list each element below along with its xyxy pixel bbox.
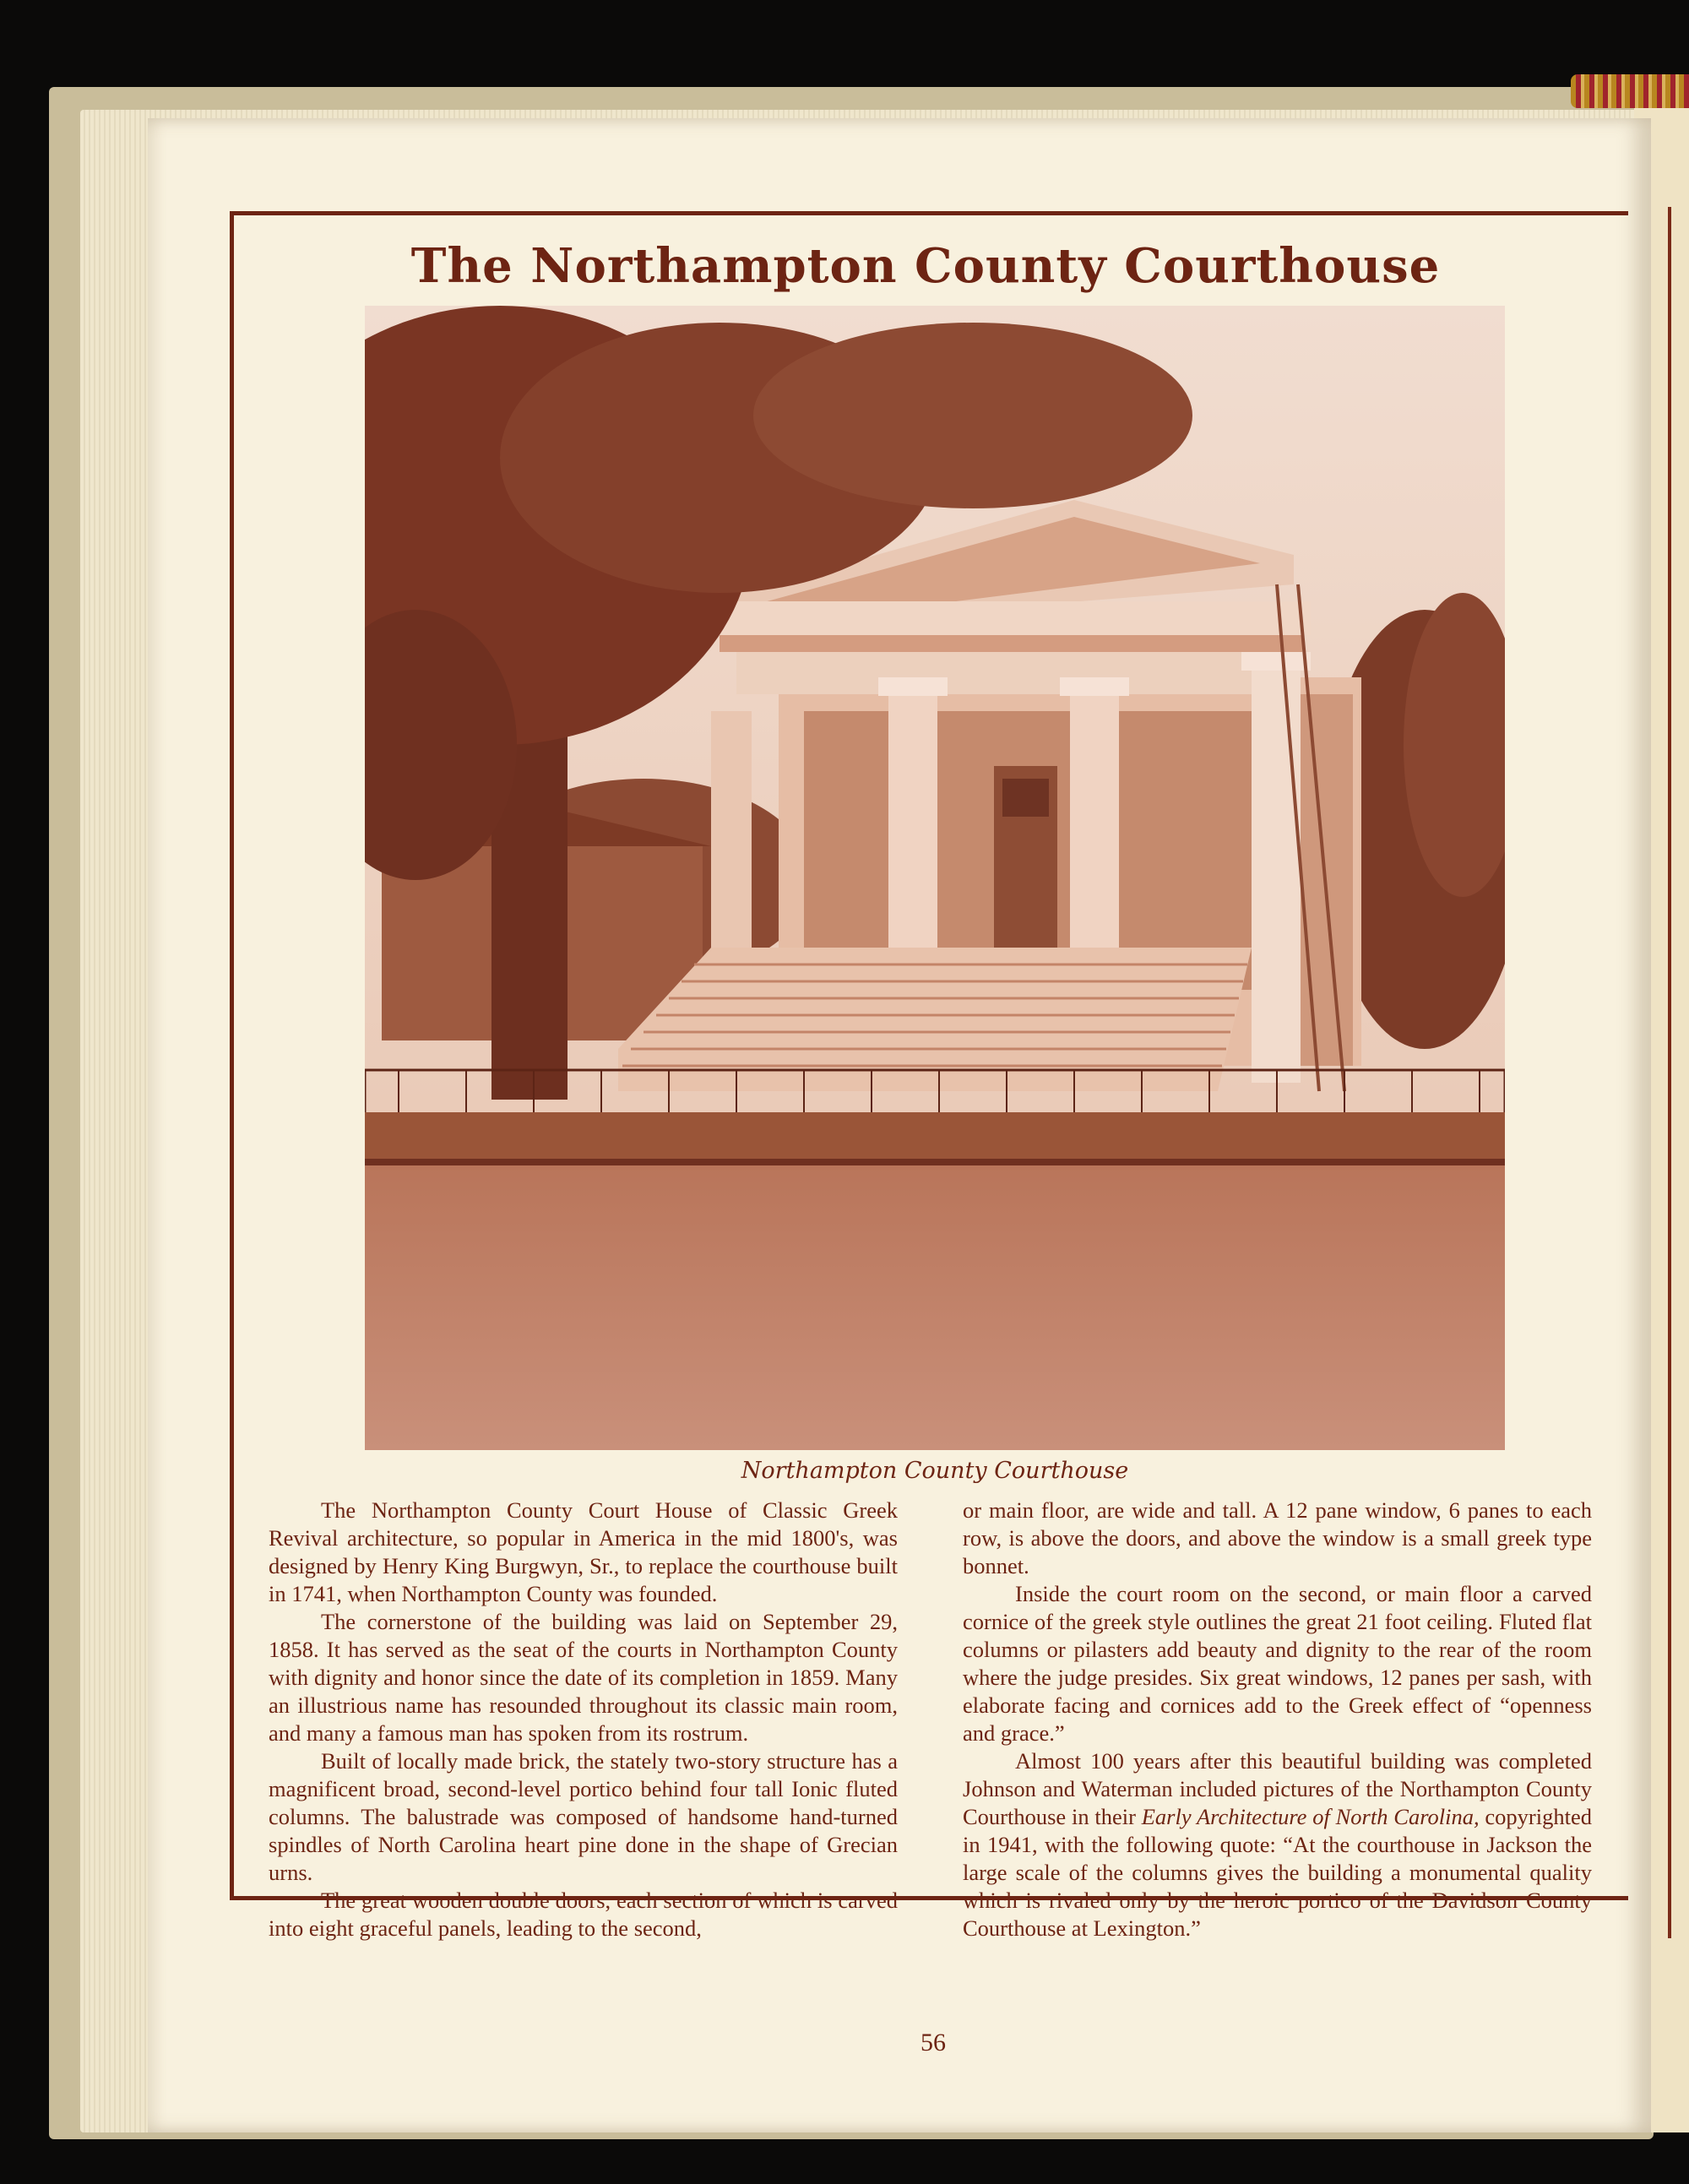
paragraph: The Northampton County Court House of Classic Greek Revival architecture, so popular in America in the mid 1800's, was designed by Henry King Burgwyn, Sr., to replace the courthouse built in 1741, when Northampton County was founded.	[269, 1497, 898, 1606]
paragraph: Built of locally made brick, the stately two-story structure has a magnificent broad, second-level portico behind four tall Ionic fluted columns. The balustrade was composed of handsome hand-turned spindles of North Carolina heart pine done in the shape of Grecian urns.	[269, 1748, 898, 1885]
paragraph: Inside the court room on the second, or main floor a carved cornice of the greek style outlines the great 21 foot ceiling. Fluted flat columns or pilasters add beauty and dignity to the rear of the room where the judge presides. Six great windows, 12 panes per sash, with elaborate facing and cornices add to the Greek effect of “openness and grace.”	[963, 1581, 1592, 1746]
text-column-left	[269, 1497, 898, 1942]
paragraph	[963, 1747, 1592, 1942]
page-border-frame-right	[1621, 211, 1628, 1900]
photo-caption: Northampton County Courthouse	[741, 1458, 1129, 1484]
paragraph: The great wooden double doors, each section of which is carved into eight graceful panels, leading to the second,	[269, 1888, 898, 1941]
book-title: Early Architecture of North Carolina,	[1141, 1804, 1480, 1829]
courthouse-photo	[365, 306, 1505, 1450]
page-title: The Northampton County Courthouse	[410, 238, 1441, 294]
paragraph-text: copyrighted in 1941, with the following quote: “At the courthouse in Jackson the large scale of the columns gives the building a monumental quality which is rivaled only by the heroic portico of the Davidson County Courthouse at Lexington.”	[963, 1804, 1592, 1941]
paragraph: or main floor, are wide and tall. A 12 pane window, 6 panes to each row, is above the doors, and above the window is a small greek type bonnet.	[963, 1497, 1592, 1578]
next-page-border	[1668, 207, 1671, 1938]
text-column-right	[963, 1497, 1592, 1942]
paragraph-text: Almost 100 years after this beautiful building was completed Johnson and Waterman included pictures of the Northampton County Courthouse in their	[963, 1748, 1592, 1829]
bookmark-ribbon	[1571, 74, 1689, 108]
page-number: 56	[921, 2029, 946, 2056]
paragraph: The cornerstone of the building was laid on September 29, 1858. It has served as the seat of the courts in Northampton County with dignity and honor since the date of its completion in 1859. Many an illustrious name has resounded throughout its classic main room, and many a famous man has spoken from its rostrum.	[269, 1609, 898, 1746]
